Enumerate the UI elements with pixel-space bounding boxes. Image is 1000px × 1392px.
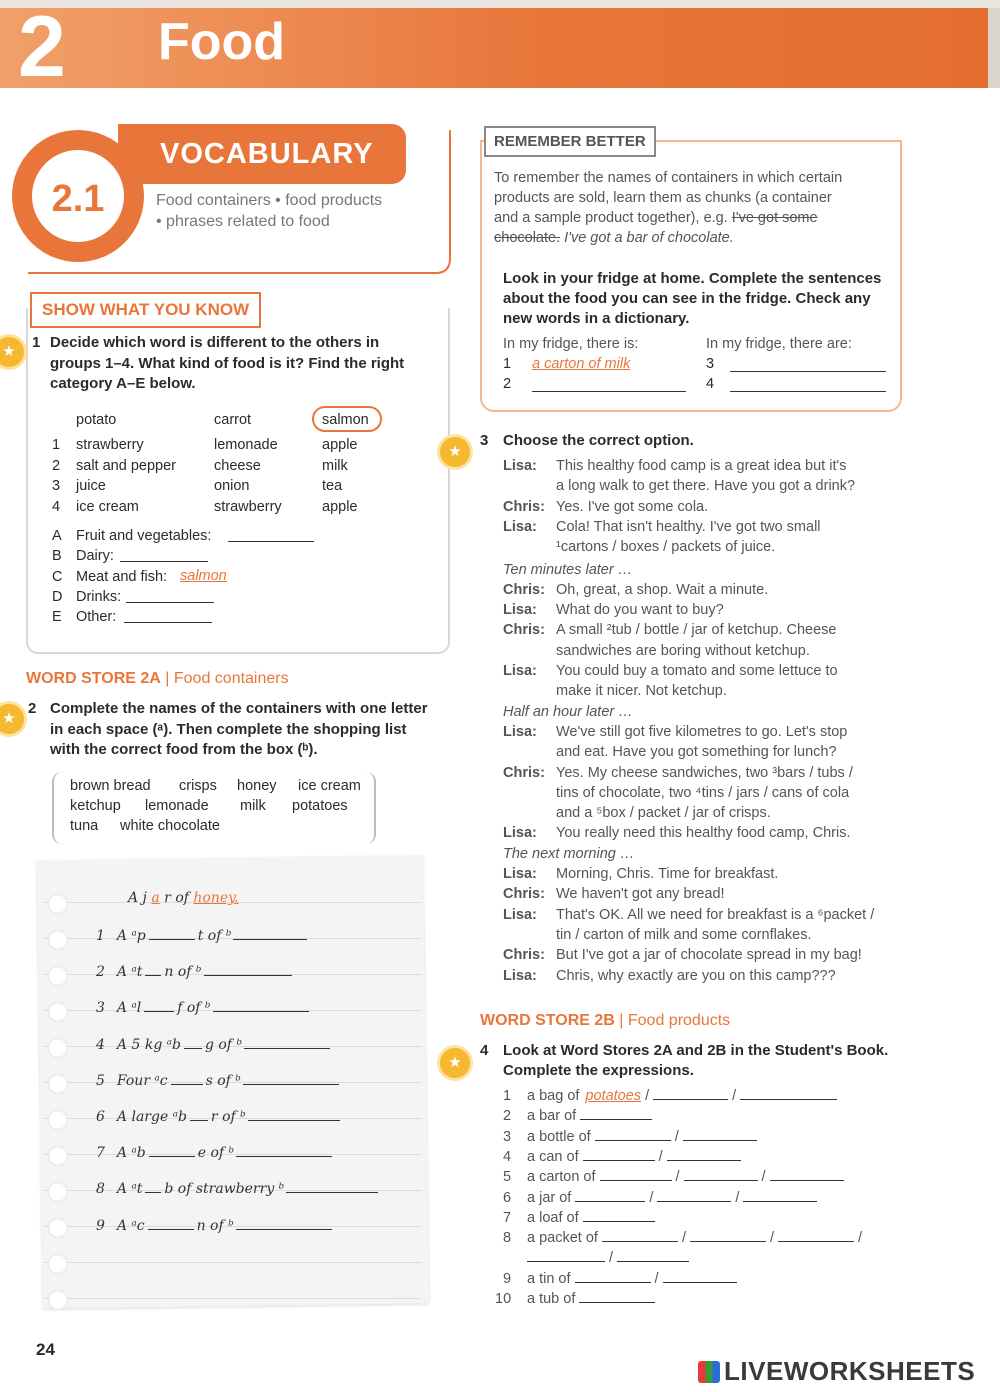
list-prefix: A large ᵃb — [116, 1109, 187, 1125]
expression-blank[interactable] — [663, 1271, 737, 1283]
unit-number: 2 — [18, 0, 66, 95]
box-word: crisps — [179, 778, 217, 794]
category-letter: A — [52, 528, 62, 544]
notepad-hole — [48, 1182, 68, 1202]
category-letter: B — [52, 548, 62, 565]
list-number: 8 — [96, 1181, 105, 1198]
list-item — [96, 1145, 332, 1161]
group-word: strawberry — [214, 498, 282, 515]
group-word: juice — [76, 478, 106, 494]
expression-number: 5 — [503, 1169, 512, 1186]
letter-blank[interactable] — [171, 1073, 203, 1085]
dialogue-line: and a ⁵box / packet / jar of crisps. — [556, 805, 771, 822]
expression-label: a tin of — [527, 1270, 571, 1287]
word-store-2a-heading: WORD STORE 2A | Food containers — [26, 670, 289, 687]
group-word: milk — [322, 457, 348, 474]
dialogue-line: This healthy food camp is a great idea but it's — [556, 458, 847, 474]
category-label: Other: — [76, 609, 117, 626]
list-mid: f of ᵇ — [177, 1000, 211, 1017]
ex3-instruction: Choose the correct option. — [503, 432, 694, 449]
list-number: 9 — [96, 1217, 105, 1234]
list-number: 6 — [96, 1109, 105, 1125]
expression — [527, 1108, 652, 1124]
speaker: Lisa: — [503, 866, 537, 882]
page-number: 24 — [36, 1340, 55, 1359]
dialogue-line: Yes. My cheese sandwiches, two ³bars / tubs / — [556, 764, 853, 781]
ex3-number: 3 — [480, 432, 489, 449]
list-number: 5 — [96, 1072, 105, 1089]
expression — [527, 1291, 655, 1307]
remember-better-heading: REMEMBER BETTER — [484, 126, 656, 157]
letter-blank[interactable] — [149, 1145, 195, 1157]
food-blank[interactable] — [204, 964, 292, 976]
expression — [527, 1210, 655, 1226]
group-number: 3 — [52, 478, 61, 494]
slash: / — [681, 1230, 686, 1247]
box-word: lemonade — [145, 798, 209, 814]
group-word: ice cream — [76, 498, 139, 515]
notepad-hole — [48, 1074, 68, 1094]
expression-blank[interactable] — [580, 1108, 652, 1120]
slash: / — [609, 1250, 614, 1267]
lesson-subtitle-2: • phrases related to food — [156, 213, 330, 230]
group-word: cheese — [214, 457, 261, 474]
ex1-line-2: groups 1–4. What kind of food is it? Find the right — [50, 355, 405, 372]
dialogue-line: tins of chocolate, two ⁴tins / jars / cans of cola — [556, 784, 850, 801]
header-band — [0, 0, 1000, 95]
group-word: lemonade — [214, 437, 278, 453]
dialogue-line: a long walk to get there. Have you got a drink? — [556, 478, 856, 495]
expression-number: 8 — [503, 1230, 512, 1247]
category-label: Fruit and vegetables: — [76, 528, 212, 544]
expression-blank[interactable] — [583, 1149, 655, 1161]
list-item — [96, 1109, 340, 1125]
expression — [527, 1230, 862, 1246]
ex4-line-1: Look at Word Stores 2A and 2B in the Student's Book. — [503, 1042, 889, 1059]
speaker: Lisa: — [503, 663, 537, 679]
group-word: salt and pepper — [76, 457, 176, 474]
expression-blank[interactable] — [653, 1088, 728, 1100]
notepad-hole — [48, 1290, 68, 1310]
list-item — [96, 1073, 339, 1089]
list-mid: e of ᵇ — [197, 1145, 235, 1162]
lesson-title: VOCABULARY — [160, 138, 374, 170]
expression-blank[interactable] — [617, 1250, 689, 1262]
list-prefix: A ᵃp — [116, 928, 146, 944]
dialogue-line: and eat. Have you got something for lunch? — [556, 744, 837, 761]
list-number: 7 — [96, 1145, 105, 1162]
group-word: tea — [322, 478, 343, 494]
expression-blank[interactable] — [600, 1169, 672, 1181]
ex2-line-1: Complete the names of the containers with one letter — [50, 700, 428, 717]
notepad-rule — [44, 1298, 422, 1299]
expression-label: a bottle of — [527, 1128, 591, 1145]
ex4-number: 4 — [480, 1042, 489, 1059]
box-word: white chocolate — [120, 818, 220, 834]
example-word-1: potato — [76, 412, 117, 428]
notepad-hole — [48, 1218, 68, 1238]
speaker: Chris: — [503, 947, 545, 964]
rb-blank[interactable] — [532, 380, 686, 392]
expression-blank[interactable] — [667, 1149, 741, 1161]
expression-blank[interactable] — [527, 1250, 605, 1262]
rb-num-3: 3 — [706, 356, 715, 372]
category-letter: C — [52, 568, 63, 585]
dialogue-line: sandwiches are boring without ketchup. — [556, 642, 810, 659]
list-prefix: A ᵃl — [116, 1000, 142, 1017]
speaker: Lisa: — [503, 458, 537, 474]
expression-label: a jar of — [527, 1189, 572, 1206]
list-number: 1 — [96, 928, 105, 944]
list-mid: n of ᵇ — [196, 1217, 234, 1234]
rb-col1-head: In my fridge, there is: — [503, 336, 639, 352]
list-item — [96, 1181, 378, 1197]
speaker: Lisa: — [503, 518, 537, 535]
expression-label: a tub of — [527, 1291, 576, 1307]
dialogue-line: That's OK. All we need for breakfast is a ⁶packet / — [556, 906, 875, 923]
ex4-line-2: Complete the expressions. — [503, 1062, 694, 1079]
slash: / — [645, 1088, 650, 1104]
expression-continuation — [527, 1250, 689, 1266]
dialogue-line: You could buy a tomato and some lettuce to — [556, 663, 838, 679]
expression — [527, 1088, 837, 1104]
food-blank[interactable] — [236, 1218, 332, 1230]
expression — [527, 1169, 844, 1185]
food-blank[interactable] — [213, 1000, 309, 1012]
rb-line-4: chocolate. I've got a bar of chocolate. — [494, 230, 734, 246]
speaker: Lisa: — [503, 723, 537, 740]
notepad-hole — [48, 1002, 68, 1022]
star-icon: ★ — [0, 337, 24, 367]
rb-blank[interactable] — [730, 360, 886, 372]
slash: / — [649, 1189, 654, 1206]
box-word: ice cream — [298, 778, 361, 794]
notepad-hole — [48, 894, 68, 914]
expression — [527, 1129, 757, 1145]
box-word: milk — [240, 798, 266, 814]
notepad-hole — [48, 1038, 68, 1058]
ex2-number: 2 — [28, 700, 37, 717]
notepad-hole — [48, 1110, 68, 1130]
group-word: strawberry — [76, 437, 144, 453]
star-icon: ★ — [440, 1048, 470, 1078]
list-item — [96, 964, 292, 980]
dialogue-line: make it nicer. Not ketchup. — [556, 683, 727, 700]
slash: / — [769, 1230, 774, 1247]
ex2-line-2: in each space (ᵃ). Then complete the shopping list — [50, 721, 407, 738]
list-prefix: Four ᵃc — [116, 1072, 168, 1089]
speaker: Chris: — [503, 498, 545, 515]
expression-label: a loaf of — [527, 1209, 579, 1226]
slash: / — [675, 1169, 680, 1186]
ex1-number: 1 — [32, 334, 41, 351]
dialogue-line: ¹cartons / boxes / packets of juice. — [556, 539, 776, 556]
list-example: A j a r of honey. — [128, 890, 239, 906]
list-prefix: A ᵃb — [116, 1145, 146, 1162]
expression-number: 7 — [503, 1209, 512, 1226]
word-store-2b-heading: WORD STORE 2B | Food products — [480, 1012, 731, 1029]
slash: / — [858, 1230, 863, 1247]
list-mid: b of strawberry ᵇ — [164, 1181, 285, 1198]
expression-blank[interactable] — [657, 1190, 731, 1202]
expression-blank[interactable] — [683, 1129, 757, 1141]
expression-label: a can of — [527, 1148, 579, 1165]
category-blank[interactable] — [228, 530, 314, 542]
expression-label: a packet of — [527, 1230, 598, 1247]
category-letter: E — [52, 609, 62, 626]
rb-task-3: new words in a dictionary. — [503, 310, 690, 327]
list-number: 4 — [96, 1036, 105, 1053]
food-blank[interactable] — [236, 1145, 332, 1157]
group-number: 1 — [52, 437, 61, 453]
speaker: Lisa: — [503, 602, 537, 619]
food-blank[interactable] — [244, 1037, 330, 1049]
dialogue-line: Chris, why exactly are you on this camp??? — [556, 967, 836, 984]
list-prefix: A ᵃc — [116, 1217, 145, 1234]
list-mid: n of ᵇ — [164, 964, 202, 981]
rb-num-1: 1 — [503, 356, 512, 372]
expression-label: a carton of — [527, 1169, 596, 1186]
expression-blank[interactable] — [595, 1129, 671, 1141]
notepad-hole — [48, 1254, 68, 1274]
dialogue-line: Yes. I've got some cola. — [556, 498, 709, 515]
group-word: apple — [322, 498, 358, 515]
expression-blank[interactable] — [690, 1230, 766, 1242]
dialogue-line: What do you want to buy? — [556, 602, 724, 619]
liveworksheets-logo: LIVEWORKSHEETS — [698, 1356, 975, 1386]
star-icon: ★ — [0, 704, 24, 734]
letter-blank[interactable] — [144, 1000, 174, 1012]
notepad-rule — [44, 1262, 422, 1263]
speaker: Chris: — [503, 581, 545, 598]
category-blank[interactable] — [124, 611, 212, 623]
rb-answer-1: a carton of milk — [532, 356, 631, 372]
category-label: Drinks: — [76, 588, 122, 605]
notepad-hole — [48, 966, 68, 986]
slash: / — [654, 1270, 659, 1287]
box-word: brown bread — [70, 778, 151, 794]
list-item — [96, 1218, 332, 1234]
food-blank[interactable] — [243, 1073, 339, 1085]
expression-number: 2 — [503, 1108, 512, 1125]
expression-blank[interactable] — [684, 1169, 758, 1181]
list-item — [96, 1037, 330, 1053]
food-blank[interactable] — [233, 928, 307, 940]
slash: / — [732, 1088, 737, 1104]
ex1-line-3: category A–E below. — [50, 375, 196, 392]
ex1-line-1: Decide which word is different to the others in — [50, 334, 380, 351]
dialogue-line: But I've got a jar of chocolate spread in my bag! — [556, 947, 862, 964]
letter-blank[interactable] — [145, 964, 161, 976]
category-label: Dairy: — [76, 548, 114, 565]
speaker: Chris: — [503, 764, 545, 781]
dialogue-line: Oh, great, a shop. Wait a minute. — [556, 581, 769, 598]
dialogue-line: We haven't got any bread! — [556, 886, 725, 903]
dialogue-line: tin / carton of milk and some cornflakes. — [556, 926, 812, 943]
rb-num-4: 4 — [706, 376, 715, 392]
dialogue-line: Morning, Chris. Time for breakfast. — [556, 866, 779, 882]
expression-blank[interactable] — [575, 1190, 645, 1202]
slash: / — [674, 1128, 679, 1145]
example-word-3: salmon — [322, 412, 369, 428]
list-mid: t of ᵇ — [197, 928, 232, 944]
stage-direction: The next morning … — [503, 845, 635, 862]
letter-blank[interactable] — [149, 928, 195, 940]
stage-direction: Ten minutes later … — [503, 561, 633, 578]
category-answer: salmon — [180, 568, 227, 584]
expression-number: 10 — [495, 1291, 512, 1307]
expression-blank[interactable] — [579, 1291, 655, 1303]
food-blank[interactable] — [286, 1181, 378, 1193]
unit-title: Food — [158, 13, 286, 71]
rb-line-3: and a sample product together), e.g. I've got some — [494, 210, 818, 226]
list-item — [96, 928, 307, 944]
speaker: Chris: — [503, 622, 545, 639]
rb-task-2: about the food you can see in the fridge. Check any — [503, 290, 871, 307]
expression-number: 3 — [503, 1128, 512, 1145]
expression — [527, 1190, 817, 1206]
category-letter: D — [52, 588, 63, 605]
notepad-hole — [48, 930, 68, 950]
group-word: onion — [214, 478, 250, 494]
expression-label: a bag of — [527, 1088, 580, 1104]
list-mid: r of ᵇ — [210, 1109, 246, 1125]
slash: / — [761, 1169, 766, 1186]
lesson-number: 2.1 — [51, 178, 105, 220]
expression-blank[interactable] — [743, 1190, 817, 1202]
notepad-hole — [48, 1146, 68, 1166]
letter-blank[interactable] — [190, 1109, 208, 1121]
logo-icon — [698, 1361, 720, 1383]
speaker: Lisa: — [503, 825, 537, 842]
list-number: 3 — [96, 1000, 105, 1017]
rb-line-1: To remember the names of containers in which certain — [494, 170, 843, 186]
speaker: Chris: — [503, 886, 545, 903]
letter-blank[interactable] — [145, 1181, 161, 1193]
show-what-you-know-heading: SHOW WHAT YOU KNOW — [30, 292, 261, 328]
list-number: 2 — [96, 964, 105, 981]
speaker: Lisa: — [503, 906, 537, 923]
expression-number: 6 — [503, 1189, 512, 1206]
expression-blank[interactable] — [778, 1230, 854, 1242]
list-prefix: A ᵃt — [116, 1181, 143, 1198]
rb-num-2: 2 — [503, 376, 512, 392]
box-word: honey — [237, 778, 277, 794]
list-item — [96, 1000, 309, 1016]
expression-blank[interactable] — [583, 1210, 655, 1222]
group-word: apple — [322, 437, 358, 453]
food-blank[interactable] — [248, 1109, 340, 1121]
expression-number: 1 — [503, 1088, 512, 1104]
stage-direction: Half an hour later … — [503, 703, 633, 720]
list-prefix: A 5 kg ᵃb — [116, 1036, 181, 1053]
dialogue-line: We've still got five kilometres to go. Let's stop — [556, 723, 848, 740]
rb-blank[interactable] — [730, 380, 886, 392]
group-number: 4 — [52, 498, 61, 515]
lesson-subtitle-1: Food containers • food products — [156, 192, 383, 209]
list-mid: g of ᵇ — [204, 1036, 243, 1053]
expression-blank[interactable] — [740, 1088, 837, 1100]
speaker: Lisa: — [503, 967, 537, 984]
expression-blank[interactable] — [602, 1230, 678, 1242]
example-word-2: carrot — [214, 412, 252, 428]
rb-line-2: products are sold, learn them as chunks (a container — [494, 190, 832, 206]
expression-blank[interactable] — [575, 1271, 651, 1283]
box-word: ketchup — [70, 798, 121, 814]
slash: / — [658, 1148, 663, 1165]
slash: / — [735, 1189, 740, 1206]
letter-blank[interactable] — [148, 1218, 194, 1230]
dialogue-line: A small ²tub / bottle / jar of ketchup. Cheese — [556, 622, 837, 639]
category-blank[interactable] — [120, 550, 208, 562]
category-blank[interactable] — [126, 591, 214, 603]
expression-blank[interactable] — [770, 1169, 844, 1181]
expression — [527, 1271, 737, 1287]
expression — [527, 1149, 741, 1165]
lesson-header — [0, 90, 460, 280]
list-prefix: A ᵃt — [116, 964, 143, 981]
expression-label: a bar of — [527, 1108, 577, 1125]
box-word: potatoes — [292, 798, 348, 814]
list-mid: s of ᵇ — [205, 1072, 241, 1089]
rb-col2-head: In my fridge, there are: — [706, 336, 852, 352]
letter-blank[interactable] — [184, 1037, 202, 1049]
group-number: 2 — [52, 457, 61, 474]
rb-task-1: Look in your fridge at home. Complete the sentences — [503, 270, 882, 287]
dialogue-line: You really need this healthy food camp, Chris. — [556, 825, 851, 842]
star-icon: ★ — [440, 437, 470, 467]
box-word: tuna — [70, 818, 99, 834]
expression-number: 9 — [503, 1270, 512, 1287]
ex2-line-3: with the correct food from the box (ᵇ). — [50, 741, 318, 758]
category-label: Meat and fish: — [76, 568, 168, 585]
dialogue-line: Cola! That isn't healthy. I've got two small — [556, 518, 821, 535]
expression-number: 4 — [503, 1148, 512, 1165]
expression-answer: potatoes — [585, 1088, 642, 1104]
